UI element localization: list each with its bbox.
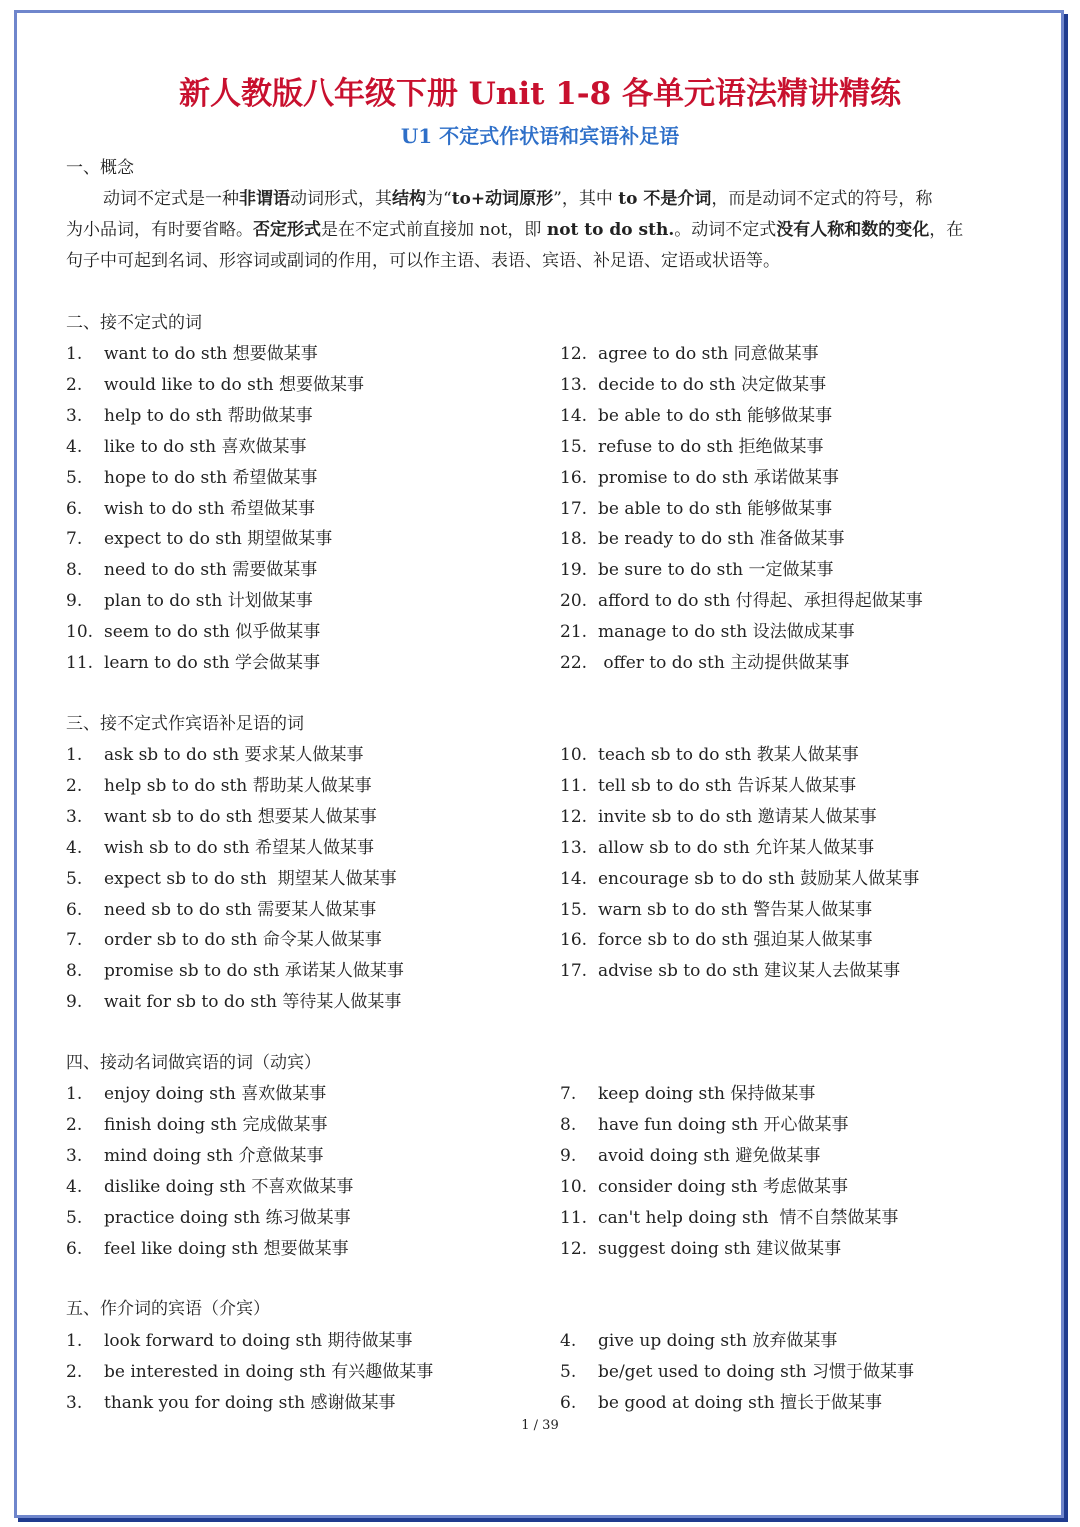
- list-item-number: 16.: [560, 930, 588, 950]
- list-item-text: warn sb to do sth 警告某人做某事: [598, 900, 873, 920]
- text-run: 动词不定式是一种: [103, 189, 239, 209]
- list-item-text: plan to do sth 计划做某事: [104, 591, 313, 611]
- list-item-text: encourage sb to do sth 鼓励某人做某事: [598, 869, 920, 889]
- list-item-text: look forward to doing sth 期待做某事: [104, 1331, 413, 1351]
- list-item-text: seem to do sth 似乎做某事: [104, 622, 321, 642]
- list-item-number: 4.: [66, 437, 83, 457]
- list-item-number: 4.: [66, 1177, 83, 1197]
- bold-run: 否定形式: [253, 220, 321, 240]
- list-item-text: be sure to do sth 一定做某事: [598, 560, 834, 580]
- bold-run: not to do sth.: [546, 220, 675, 240]
- list-item-number: 5.: [560, 1362, 577, 1382]
- section-5-heading: 五、作介词的宾语（介宾）: [66, 1299, 270, 1319]
- bold-run: 没有人称和数的变化: [776, 220, 930, 240]
- bold-run: to+动词原形: [451, 189, 554, 209]
- list-item-number: 3.: [66, 406, 83, 426]
- list-item-number: 21.: [560, 622, 588, 642]
- list-item-number: 7.: [560, 1084, 577, 1104]
- text-run: 动词形式，其: [290, 189, 392, 209]
- list-item-text: ask sb to do sth 要求某人做某事: [104, 745, 364, 765]
- list-item-number: 8.: [66, 961, 83, 981]
- list-item-number: 1.: [66, 1331, 83, 1351]
- list-item-text: enjoy doing sth 喜欢做某事: [104, 1084, 327, 1104]
- list-item-number: 4.: [66, 838, 83, 858]
- list-item-text: wait for sb to do sth 等待某人做某事: [104, 992, 402, 1012]
- list-item-number: 19.: [560, 560, 588, 580]
- list-item-number: 3.: [66, 807, 83, 827]
- list-item-number: 7.: [66, 529, 83, 549]
- list-item-number: 6.: [560, 1393, 577, 1413]
- list-item-text: dislike doing sth 不喜欢做某事: [104, 1177, 354, 1197]
- list-item-number: 1.: [66, 344, 83, 364]
- list-item-number: 6.: [66, 1239, 83, 1259]
- page-number: 1 / 39: [521, 1418, 559, 1433]
- list-item-text: offer to do sth 主动提供做某事: [598, 653, 850, 673]
- list-item-number: 20.: [560, 591, 588, 611]
- list-item-text: teach sb to do sth 教某人做某事: [598, 745, 859, 765]
- list-item-text: can't help doing sth 情不自禁做某事: [598, 1208, 899, 1228]
- list-item-number: 5.: [66, 1208, 83, 1228]
- list-item-number: 2.: [66, 1115, 83, 1135]
- list-item-number: 11.: [560, 776, 588, 796]
- list-item-text: allow sb to do sth 允许某人做某事: [598, 838, 875, 858]
- list-item-number: 12.: [560, 344, 588, 364]
- list-item-number: 14.: [560, 406, 588, 426]
- list-item-text: decide to do sth 决定做某事: [598, 375, 827, 395]
- section-1-line-3: 句子中可起到名词、形容词或副词的作用，可以作主语、表语、宾语、补足语、定语或状语等。: [66, 251, 780, 271]
- list-item-number: 1.: [66, 1084, 83, 1104]
- list-item-text: consider doing sth 考虑做某事: [598, 1177, 849, 1197]
- list-item-number: 16.: [560, 468, 588, 488]
- list-item-number: 11.: [560, 1208, 588, 1228]
- page-title: 新人教版八年级下册 Unit 1-8 各单元语法精讲精练: [178, 76, 902, 112]
- list-item-number: 17.: [560, 499, 588, 519]
- text-run: 为“: [426, 189, 452, 209]
- list-item-text: be interested in doing sth 有兴趣做某事: [104, 1362, 434, 1382]
- section-1-heading: 一、概念: [66, 158, 134, 178]
- text-run: 。动词不定式: [674, 220, 777, 240]
- page-subtitle: U1 不定式作状语和宾语补足语: [400, 124, 680, 148]
- list-item-text: agree to do sth 同意做某事: [598, 344, 819, 364]
- list-item-text: want sb to do sth 想要某人做某事: [104, 807, 377, 827]
- list-item-text: avoid doing sth 避免做某事: [598, 1146, 821, 1166]
- list-item-number: 9.: [66, 591, 83, 611]
- list-item-number: 2.: [66, 1362, 83, 1382]
- list-item-text: learn to do sth 学会做某事: [104, 653, 321, 673]
- list-item-text: have fun doing sth 开心做某事: [598, 1115, 849, 1135]
- bold-run: 非谓语: [239, 189, 290, 209]
- list-item-number: 10.: [560, 1177, 588, 1197]
- list-item-number: 3.: [66, 1393, 83, 1413]
- list-item-text: finish doing sth 完成做某事: [104, 1115, 328, 1135]
- list-item-text: expect sb to do sth 期望某人做某事: [104, 869, 397, 889]
- text-run: 是在不定式前直接加 not，即: [321, 220, 547, 240]
- list-item-number: 15.: [560, 900, 588, 920]
- list-item-text: mind doing sth 介意做某事: [104, 1146, 324, 1166]
- list-item-number: 18.: [560, 529, 588, 549]
- list-item-number: 9.: [66, 992, 83, 1012]
- list-item-number: 2.: [66, 776, 83, 796]
- list-item-text: promise sb to do sth 承诺某人做某事: [104, 961, 404, 981]
- list-item-text: be able to do sth 能够做某事: [598, 406, 833, 426]
- list-item-number: 12.: [560, 1239, 588, 1259]
- section-3-heading: 三、接不定式作宾语补足语的词: [66, 714, 304, 734]
- bold-run: to 不是介词: [618, 189, 712, 209]
- text-run: ，而是动词不定式的符号，称: [711, 189, 933, 209]
- text-run: ”，其中: [553, 189, 619, 209]
- list-item-number: 15.: [560, 437, 588, 457]
- list-item-number: 2.: [66, 375, 83, 395]
- list-item-text: be/get used to doing sth 习惯于做某事: [598, 1362, 915, 1382]
- list-item-text: need to do sth 需要做某事: [104, 560, 318, 580]
- list-item-number: 5.: [66, 869, 83, 889]
- list-item-number: 11.: [66, 653, 94, 673]
- list-item-number: 22.: [560, 653, 588, 673]
- list-item-text: afford to do sth 付得起、承担得起做某事: [598, 591, 923, 611]
- list-item-text: keep doing sth 保持做某事: [598, 1084, 816, 1104]
- list-item-number: 5.: [66, 468, 83, 488]
- list-item-text: help to do sth 帮助做某事: [104, 406, 313, 426]
- list-item-text: force sb to do sth 强迫某人做某事: [598, 930, 873, 950]
- list-item-text: be good at doing sth 擅长于做某事: [598, 1393, 883, 1413]
- list-item-text: advise sb to do sth 建议某人去做某事: [598, 961, 901, 981]
- list-item-text: refuse to do sth 拒绝做某事: [598, 437, 824, 457]
- list-item-number: 9.: [560, 1146, 577, 1166]
- list-item-text: help sb to do sth 帮助某人做某事: [104, 776, 372, 796]
- list-item-number: 12.: [560, 807, 588, 827]
- list-item-number: 3.: [66, 1146, 83, 1166]
- list-item-text: would like to do sth 想要做某事: [104, 375, 364, 395]
- list-item-number: 10.: [66, 622, 94, 642]
- list-item-number: 14.: [560, 869, 588, 889]
- list-item-number: 10.: [560, 745, 588, 765]
- list-item-text: give up doing sth 放弃做某事: [598, 1331, 838, 1351]
- list-item-text: need sb to do sth 需要某人做某事: [104, 900, 377, 920]
- section-2-heading: 二、接不定式的词: [66, 313, 202, 333]
- list-item-number: 8.: [66, 560, 83, 580]
- list-item-number: 8.: [560, 1115, 577, 1135]
- list-item-number: 13.: [560, 375, 588, 395]
- text-run: 为小品词，有时要省略。: [66, 220, 253, 240]
- list-item-text: practice doing sth 练习做某事: [104, 1208, 351, 1228]
- list-item-text: invite sb to do sth 邀请某人做某事: [598, 807, 877, 827]
- list-item-text: promise to do sth 承诺做某事: [598, 468, 839, 488]
- list-item-text: tell sb to do sth 告诉某人做某事: [598, 776, 857, 796]
- text-run: ，在: [929, 220, 964, 240]
- section-1-line-2: [66, 219, 1016, 241]
- list-item-text: thank you for doing sth 感谢做某事: [104, 1393, 396, 1413]
- list-item-number: 6.: [66, 499, 83, 519]
- list-item-text: order sb to do sth 命令某人做某事: [104, 930, 382, 950]
- list-item-number: 4.: [560, 1331, 577, 1351]
- bold-run: 结构: [392, 189, 426, 209]
- list-item-text: suggest doing sth 建议做某事: [598, 1239, 842, 1259]
- section-1-line-1: [66, 188, 1016, 210]
- list-item-text: be ready to do sth 准备做某事: [598, 529, 845, 549]
- list-item-number: 6.: [66, 900, 83, 920]
- list-item-text: wish to do sth 希望做某事: [104, 499, 315, 519]
- list-item-text: want to do sth 想要做某事: [104, 344, 318, 364]
- list-item-number: 13.: [560, 838, 588, 858]
- list-item-number: 17.: [560, 961, 588, 981]
- list-item-text: wish sb to do sth 希望某人做某事: [104, 838, 374, 858]
- list-item-text: be able to do sth 能够做某事: [598, 499, 833, 519]
- list-item-number: 1.: [66, 745, 83, 765]
- list-item-text: expect to do sth 期望做某事: [104, 529, 333, 549]
- list-item-text: feel like doing sth 想要做某事: [104, 1239, 349, 1259]
- list-item-text: manage to do sth 设法做成某事: [598, 622, 855, 642]
- list-item-text: like to do sth 喜欢做某事: [104, 437, 307, 457]
- list-item-text: hope to do sth 希望做某事: [104, 468, 318, 488]
- section-4-heading: 四、接动名词做宾语的词（动宾）: [66, 1053, 321, 1073]
- list-item-number: 7.: [66, 930, 83, 950]
